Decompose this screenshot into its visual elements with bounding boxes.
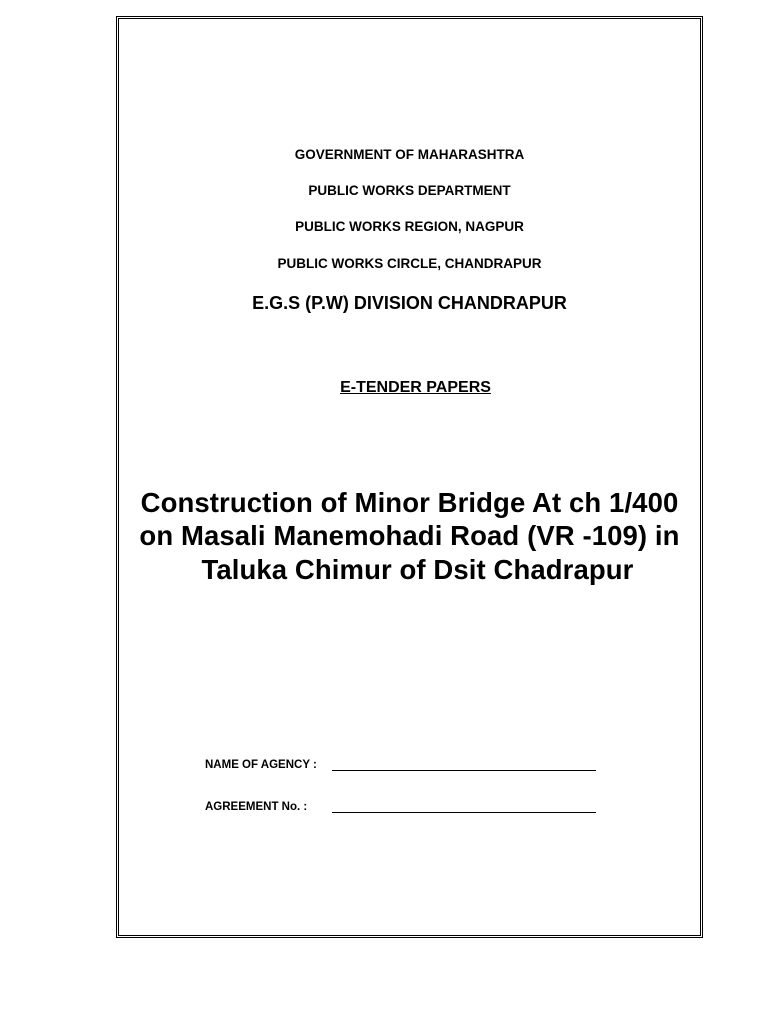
agreement-label: AGREEMENT No. : bbox=[205, 801, 308, 813]
work-title-line-2: on Masali Manemohadi Road (VR -109) in bbox=[139, 520, 680, 551]
page-border bbox=[116, 16, 703, 938]
circle-heading: PUBLIC WORKS CIRCLE, CHANDRAPUR bbox=[277, 256, 542, 271]
division-heading: E.G.S (P.W) DIVISION CHANDRAPUR bbox=[252, 293, 567, 313]
document-type-heading: E-TENDER PAPERS bbox=[340, 379, 491, 396]
department-heading: PUBLIC WORKS DEPARTMENT bbox=[308, 183, 511, 198]
region-heading: PUBLIC WORKS REGION, NAGPUR bbox=[295, 219, 524, 234]
work-title-line-1: Construction of Minor Bridge At ch 1/400 bbox=[140, 487, 679, 518]
government-heading: GOVERNMENT OF MAHARASHTRA bbox=[294, 147, 525, 162]
agreement-fill-line bbox=[332, 812, 596, 813]
agency-fill-line bbox=[332, 770, 596, 771]
agency-label: NAME OF AGENCY : bbox=[205, 759, 317, 771]
work-title-line-3: Taluka Chimur of Dsit Chadrapur bbox=[201, 554, 634, 585]
